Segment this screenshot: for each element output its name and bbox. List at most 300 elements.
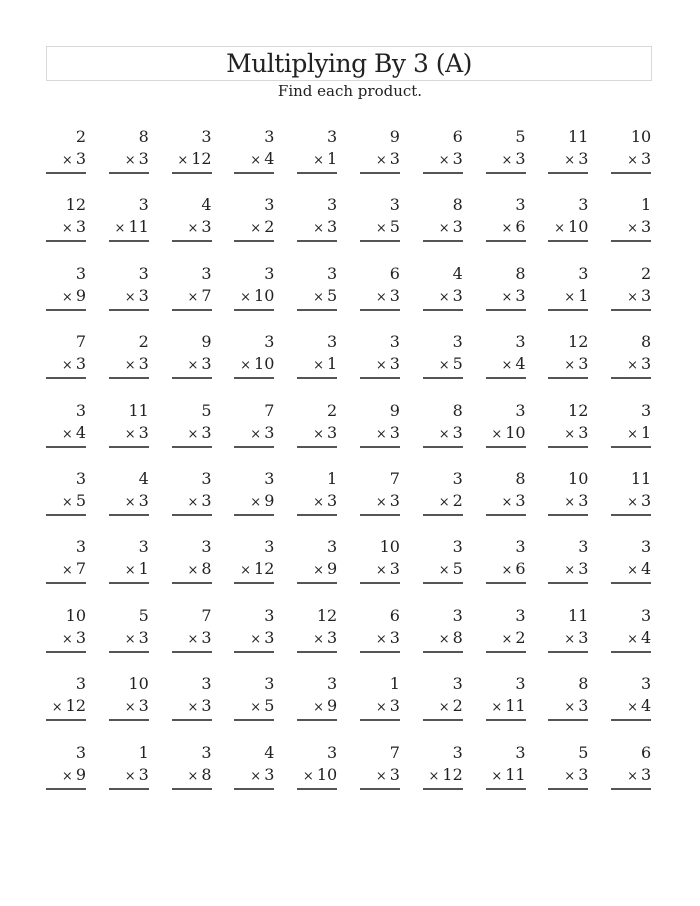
multiplicand: 3 [327,537,338,557]
times-sign: × [250,631,262,647]
multiplier-line [611,422,651,448]
multiplier: 11 [505,696,526,716]
problem [360,536,400,604]
multiplier-line [611,216,651,242]
multiplier: 3 [640,354,652,374]
times-sign: × [375,768,387,784]
multiplicand: 3 [201,263,212,283]
multiplier: 3 [201,490,212,510]
times-sign: × [187,221,199,237]
page-title: Multiplying By 3 (A) [226,49,472,78]
problem [360,673,400,741]
multiplier-line [46,422,86,448]
multiplicand: 3 [264,195,275,215]
times-sign: × [375,426,387,442]
multiplicand: 3 [640,674,652,694]
problem [46,126,86,194]
times-sign: × [438,494,450,510]
multiplier: 3 [138,764,149,784]
multiplier-line [234,353,274,379]
times-sign: × [627,426,638,442]
times-sign: × [491,700,503,716]
multiplicand: 8 [452,195,463,215]
times-sign: × [250,700,262,716]
times-sign: × [51,700,63,716]
multiplicand: 11 [630,468,652,488]
multiplier-line [172,490,212,516]
multiplier: 3 [389,627,400,647]
multiplier: 6 [515,559,526,579]
multiplier-line [611,353,651,379]
multiplier-line [172,422,212,448]
multiplicand: 3 [327,195,338,215]
problem [172,331,212,399]
multiplier: 3 [75,217,86,237]
multiplicand: 9 [389,400,400,420]
multiplier-line [423,558,463,584]
multiplier: 12 [65,696,86,716]
multiplicand: 10 [128,674,149,694]
times-sign: × [501,358,513,374]
problem [172,468,212,536]
multiplicand: 3 [327,742,338,762]
times-sign: × [564,289,576,305]
times-sign: × [554,221,566,237]
times-sign: × [313,426,324,442]
multiplicand: 3 [201,127,212,146]
multiplier: 4 [640,696,652,716]
problem [360,194,400,262]
multiplier: 3 [640,285,652,305]
multiplicand: 12 [568,332,589,352]
multiplier-line [234,558,274,584]
multiplier-line [109,627,149,653]
multiplicand: 4 [452,263,463,283]
multiplier-line [109,764,149,790]
times-sign: × [627,563,638,579]
problem [172,400,212,468]
multiplicand: 3 [452,742,463,762]
multiplier: 9 [264,490,275,510]
multiplier-line [423,216,463,242]
multiplier-line [46,558,86,584]
times-sign: × [564,494,576,510]
multiplier: 12 [254,559,275,579]
multiplicand: 4 [138,468,149,488]
multiplier: 3 [264,764,275,784]
multiplicand: 3 [452,468,463,488]
times-sign: × [313,358,324,374]
multiplier: 3 [389,764,400,784]
problem [109,742,149,810]
multiplier: 3 [138,490,149,510]
multiplier-line [297,148,337,174]
multiplier-line [486,353,526,379]
problem [548,400,588,468]
multiplicand: 6 [452,127,463,146]
times-sign: × [627,289,638,305]
times-sign: × [375,221,387,237]
problem [297,468,337,536]
multiplicand: 3 [75,400,86,420]
multiplicand: 5 [578,742,589,762]
multiplier-line [548,422,588,448]
multiplicand: 6 [389,263,400,283]
multiplier: 9 [75,285,86,305]
multiplicand: 7 [389,742,400,762]
multiplier-line [297,353,337,379]
multiplier-line [46,285,86,311]
multiplier: 3 [201,696,212,716]
multiplier-line [360,695,400,721]
multiplicand: 3 [515,674,526,694]
problem [611,263,651,331]
multiplier: 3 [138,422,149,442]
problem [548,194,588,262]
times-sign: × [240,289,252,305]
multiplier-line [423,148,463,174]
multiplicand: 3 [201,742,212,762]
multiplicand: 3 [201,537,212,557]
multiplier-line [611,627,651,653]
multiplier: 1 [327,149,338,168]
multiplier-line [360,764,400,790]
multiplicand: 3 [75,674,86,694]
problem [172,194,212,262]
multiplicand: 3 [389,332,400,352]
problem [46,400,86,468]
multiplier: 5 [264,696,275,716]
times-sign: × [375,563,387,579]
problem [297,126,337,194]
multiplicand: 7 [389,468,400,488]
times-sign: × [627,700,638,716]
problem [109,536,149,604]
times-sign: × [124,153,136,168]
multiplier: 12 [191,149,212,168]
times-sign: × [61,153,73,168]
multiplier-line [46,148,86,174]
times-sign: × [313,494,324,510]
multiplier: 3 [138,354,149,374]
times-sign: × [501,153,513,168]
problem [234,126,274,194]
multiplicand: 3 [264,127,275,146]
times-sign: × [187,631,199,647]
problem [486,400,526,468]
times-sign: × [501,494,513,510]
multiplicand: 3 [75,468,86,488]
multiplier: 3 [327,490,338,510]
times-sign: × [491,768,503,784]
multiplier-line [360,285,400,311]
problem [423,126,463,194]
problem [109,194,149,262]
multiplier-line [360,148,400,174]
multiplicand: 11 [568,127,589,146]
problem [360,468,400,536]
problem [234,468,274,536]
problem [46,194,86,262]
multiplier: 12 [442,764,463,784]
problem [234,400,274,468]
multiplier: 3 [389,696,400,716]
problem [486,605,526,673]
multiplicand: 3 [75,263,86,283]
problem [548,673,588,741]
times-sign: × [114,221,126,237]
multiplicand: 3 [264,674,275,694]
problem [360,742,400,810]
multiplier: 2 [264,217,275,237]
multiplicand: 2 [327,400,338,420]
problem [548,126,588,194]
multiplicand: 12 [568,400,589,420]
times-sign: × [564,700,576,716]
problem [548,742,588,810]
multiplicand: 8 [515,468,526,488]
multiplier: 3 [578,764,589,784]
problem-grid [46,126,651,810]
multiplicand: 11 [128,400,149,420]
multiplier-line [297,558,337,584]
times-sign: × [187,289,199,305]
multiplicand: 2 [75,127,86,146]
multiplier: 4 [515,354,526,374]
multiplicand: 8 [138,127,149,146]
times-sign: × [375,289,387,305]
problem [611,605,651,673]
problem [486,263,526,331]
multiplicand: 7 [201,605,212,625]
multiplier-line [172,695,212,721]
multiplier: 3 [640,149,652,168]
problem [423,194,463,262]
multiplier: 3 [389,559,400,579]
problem [109,673,149,741]
multiplicand: 3 [264,263,275,283]
problem [423,742,463,810]
multiplier-line [548,353,588,379]
problem [611,536,651,604]
times-sign: × [375,358,387,374]
multiplier-line [423,695,463,721]
times-sign: × [313,563,324,579]
problem [423,263,463,331]
multiplier: 3 [578,627,589,647]
multiplier-line [109,695,149,721]
times-sign: × [627,768,638,784]
problem [297,263,337,331]
multiplier: 3 [640,490,652,510]
times-sign: × [240,358,252,374]
multiplier-line [548,216,588,242]
problem [234,673,274,741]
problem [234,742,274,810]
multiplier-line [423,490,463,516]
problem [423,331,463,399]
multiplier: 8 [452,627,463,647]
multiplicand: 6 [640,742,652,762]
multiplier: 4 [264,149,275,168]
multiplier-line [548,148,588,174]
multiplicand: 3 [515,537,526,557]
multiplier-line [172,148,212,174]
times-sign: × [438,153,450,168]
multiplier-line [486,695,526,721]
multiplier-line [423,627,463,653]
times-sign: × [627,221,638,237]
multiplier-line [109,490,149,516]
problem [46,536,86,604]
multiplicand: 3 [515,195,526,215]
problem [109,126,149,194]
multiplicand: 3 [452,537,463,557]
times-sign: × [313,700,324,716]
times-sign: × [177,153,189,168]
times-sign: × [375,631,387,647]
multiplier-line [548,764,588,790]
multiplicand: 3 [75,742,86,762]
multiplier: 8 [201,559,212,579]
multiplier-line [297,695,337,721]
problem [172,742,212,810]
multiplier-line [548,558,588,584]
multiplicand: 3 [578,195,589,215]
problem [423,536,463,604]
multiplier-line [548,285,588,311]
multiplier: 3 [201,217,212,237]
multiplier: 3 [578,696,589,716]
problem [297,605,337,673]
times-sign: × [61,289,73,305]
times-sign: × [627,631,638,647]
problem [611,742,651,810]
multiplicand: 3 [515,605,526,625]
times-sign: × [61,563,73,579]
multiplier: 3 [138,285,149,305]
multiplicand: 8 [452,400,463,420]
times-sign: × [250,494,262,510]
multiplier-line [109,216,149,242]
times-sign: × [491,426,503,442]
multiplicand: 5 [201,400,212,420]
problem [109,468,149,536]
multiplicand: 3 [264,468,275,488]
multiplicand: 3 [327,674,338,694]
multiplier: 3 [515,149,526,168]
multiplier: 2 [515,627,526,647]
multiplier-line [297,216,337,242]
problem [297,673,337,741]
times-sign: × [627,358,638,374]
multiplier: 3 [201,354,212,374]
multiplier-line [486,490,526,516]
multiplier-line [360,353,400,379]
times-sign: × [124,768,136,784]
times-sign: × [61,494,73,510]
multiplicand: 3 [452,332,463,352]
times-sign: × [187,426,199,442]
multiplier: 10 [254,285,275,305]
times-sign: × [438,358,450,374]
times-sign: × [627,153,638,168]
times-sign: × [313,631,324,647]
problem [297,331,337,399]
multiplier-line [172,764,212,790]
multiplier: 3 [389,490,400,510]
multiplicand: 3 [452,674,463,694]
multiplier-line [486,285,526,311]
multiplier: 3 [138,696,149,716]
multiplier-line [486,216,526,242]
multiplier-line [360,422,400,448]
multiplier: 10 [505,422,526,442]
times-sign: × [61,426,73,442]
multiplier-line [109,353,149,379]
times-sign: × [61,358,73,374]
multiplier-line [234,285,274,311]
multiplier-line [46,627,86,653]
multiplier: 3 [578,354,589,374]
multiplier: 9 [327,559,338,579]
multiplicand: 8 [578,674,589,694]
problem [611,331,651,399]
problem [486,194,526,262]
multiplicand: 10 [568,468,589,488]
problem [486,742,526,810]
problem [172,673,212,741]
multiplier-line [486,764,526,790]
multiplicand: 3 [327,332,338,352]
multiplicand: 10 [379,537,400,557]
multiplicand: 2 [640,263,652,283]
problem [46,605,86,673]
multiplier-line [486,627,526,653]
multiplicand: 3 [201,674,212,694]
multiplier: 11 [128,217,149,237]
times-sign: × [501,563,513,579]
times-sign: × [250,768,262,784]
multiplicand: 3 [389,195,400,215]
multiplier-line [611,695,651,721]
multiplier-line [611,558,651,584]
multiplier: 3 [452,217,463,237]
multiplier-line [297,490,337,516]
times-sign: × [187,563,199,579]
multiplier: 10 [316,764,338,784]
times-sign: × [564,631,576,647]
times-sign: × [187,768,199,784]
multiplier-line [548,490,588,516]
multiplier: 2 [452,696,463,716]
multiplier: 3 [578,149,589,168]
multiplier-line [486,422,526,448]
multiplicand: 3 [264,332,275,352]
multiplier-line [486,558,526,584]
multiplier: 3 [578,490,589,510]
times-sign: × [438,289,450,305]
times-sign: × [187,700,199,716]
problem [297,194,337,262]
multiplicand: 3 [578,537,589,557]
multiplicand: 3 [327,263,338,283]
times-sign: × [124,700,136,716]
multiplier: 3 [201,627,212,647]
multiplicand: 3 [201,468,212,488]
multiplicand: 9 [201,332,212,352]
times-sign: × [124,494,136,510]
